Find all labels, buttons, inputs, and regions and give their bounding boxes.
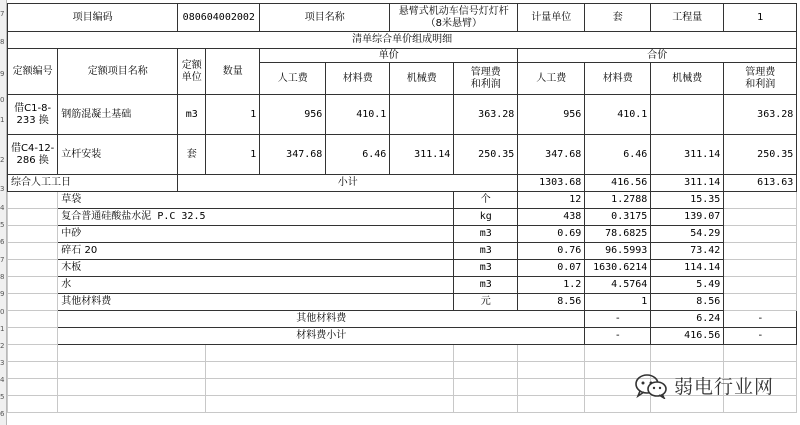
material-qty[interactable]: 0.69 [518,226,585,243]
empty-cell[interactable] [724,294,797,311]
row-number: 9 [0,290,5,298]
material-total[interactable]: 5.49 [651,277,724,294]
quota-amount[interactable]: 1 [206,135,260,175]
empty-cell[interactable] [58,379,206,396]
unit-label[interactable]: 计量单位 [518,4,585,32]
col-quota-name[interactable]: 定额项目名称 [58,49,178,95]
material-qty[interactable]: 1.2 [518,277,585,294]
empty-row [8,345,797,362]
material-row [8,294,797,311]
row-number: 7 [0,256,5,264]
unit-labor[interactable]: 347.68 [260,135,326,175]
item-name-line1: 悬臂式机动车信号灯灯杆 [398,5,509,17]
total-material[interactable]: 410.1 [585,95,651,135]
section-title-row [8,32,797,49]
row-number: 6 [0,238,5,246]
row-number: 3 [0,359,5,367]
empty-cell[interactable] [58,362,206,379]
subtotal-label[interactable]: 小计 [178,175,518,192]
empty-cell[interactable] [724,260,797,277]
material-name[interactable]: 中砂 [58,226,454,243]
subtotal-machine[interactable]: 311.14 [651,175,724,192]
empty-cell[interactable] [206,379,454,396]
row-number: 2 [0,342,5,350]
empty-cell[interactable] [724,209,797,226]
watermark-text: 弱电行业网 [673,376,774,398]
unit-mgmt[interactable]: 363.28 [454,95,518,135]
empty-cell[interactable] [206,396,454,413]
material-subtotal-label[interactable]: 材料费小计 [58,328,585,345]
empty-cell[interactable] [8,396,58,413]
row-number: 5 [0,393,5,401]
subtotal-row [8,175,797,192]
empty-cell[interactable] [8,294,58,311]
empty-cell[interactable] [724,226,797,243]
material-unit[interactable]: m3 [454,277,518,294]
material-qty[interactable]: 12 [518,192,585,209]
row-number: 7 [0,10,5,18]
row-number: 0 [0,308,5,316]
material-name[interactable]: 其他材料费 [58,294,454,311]
item-code-value[interactable]: 080604002002 [178,4,260,32]
material-row [8,226,797,243]
row-number: 4 [0,204,5,212]
col-total-material[interactable]: 材料费 [585,63,651,95]
total-machine[interactable]: 311.14 [651,135,724,175]
quota-name[interactable]: 立杆安装 [58,135,178,175]
empty-cell[interactable] [518,379,585,396]
empty-cell[interactable] [454,345,518,362]
material-qty[interactable]: 438 [518,209,585,226]
quota-unit[interactable]: 套 [178,135,206,175]
col-amount[interactable]: 数量 [206,49,260,95]
col-total-labor[interactable]: 人工费 [518,63,585,95]
material-row [8,209,797,226]
empty-cell[interactable] [724,277,797,294]
material-qty[interactable]: 8.56 [518,294,585,311]
material-total[interactable]: 73.42 [651,243,724,260]
row-number: 3 [0,185,5,193]
material-row [8,260,797,277]
item-name-line2: （8米悬臂） [425,17,482,29]
material-unit[interactable]: m3 [454,226,518,243]
unit-material[interactable]: 410.1 [326,95,390,135]
empty-cell[interactable] [58,396,206,413]
material-name[interactable]: 草袋 [58,192,454,209]
table-row [8,95,797,135]
subtotal-material[interactable]: 416.56 [585,175,651,192]
other-materials-price[interactable]: - [585,311,651,328]
empty-cell[interactable] [8,345,58,362]
empty-cell[interactable] [8,192,58,209]
quota-code[interactable] [8,135,58,175]
unit-labor[interactable]: 956 [260,95,326,135]
empty-cell[interactable] [8,243,58,260]
empty-cell[interactable] [8,311,58,328]
total-labor[interactable]: 956 [518,95,585,135]
empty-cell[interactable] [8,209,58,226]
subtotal-labor[interactable]: 1303.68 [518,175,585,192]
quota-name[interactable]: 钢筋混凝土基础 [58,95,178,135]
empty-cell[interactable] [651,345,724,362]
material-subtotal-est[interactable]: - [724,328,797,345]
wechat-icon [634,373,668,399]
empty-cell[interactable] [8,379,58,396]
table-row [8,135,797,175]
material-price[interactable]: 1.2788 [585,192,651,209]
material-name[interactable]: 水 [58,277,454,294]
total-mgmt[interactable]: 363.28 [724,95,797,135]
empty-cell[interactable] [724,345,797,362]
empty-cell[interactable] [8,260,58,277]
material-qty[interactable]: 0.76 [518,243,585,260]
material-unit[interactable]: m3 [454,260,518,277]
material-price[interactable]: 1630.6214 [585,260,651,277]
quota-code-line1: 借C1-8- [14,102,52,114]
material-qty[interactable]: 0.07 [518,260,585,277]
empty-cell[interactable] [454,396,518,413]
material-subtotal-row [8,328,797,345]
col-quota-unit[interactable]: 定额单位 [178,49,206,95]
material-unit[interactable]: kg [454,209,518,226]
total-mgmt[interactable]: 250.35 [724,135,797,175]
labor-day-label[interactable]: 综合人工工日 [8,175,178,192]
material-price[interactable]: 0.3175 [585,209,651,226]
item-code-label[interactable]: 项目编码 [8,4,178,32]
total-material[interactable]: 6.46 [585,135,651,175]
material-total[interactable]: 15.35 [651,192,724,209]
col-total-machine[interactable]: 机械费 [651,63,724,95]
col-mgmt-line1: 管理费 [470,66,501,78]
quota-code-line2: 286 换 [16,154,49,166]
material-price[interactable]: 78.6825 [585,226,651,243]
row-number: 8 [0,38,5,46]
material-total[interactable]: 139.07 [651,209,724,226]
row-number: 1 [0,325,5,333]
unit-material[interactable]: 6.46 [326,135,390,175]
quota-code[interactable] [8,95,58,135]
col-labor[interactable]: 人工费 [260,63,326,95]
unit-machine[interactable] [390,95,454,135]
col-total-mgmt[interactable] [724,63,797,95]
col-machine[interactable]: 机械费 [390,63,454,95]
quota-code-line2: 233 换 [16,114,49,126]
unit-value[interactable]: 套 [585,4,651,32]
material-subtotal-price[interactable]: - [585,328,651,345]
row-number: 4 [0,376,5,384]
empty-cell[interactable] [724,243,797,260]
empty-cell[interactable] [454,379,518,396]
material-row [8,243,797,260]
total-labor[interactable]: 347.68 [518,135,585,175]
empty-cell[interactable] [206,362,454,379]
material-price[interactable]: 4.5764 [585,277,651,294]
empty-cell[interactable] [8,328,58,345]
row-number: 9 [0,70,5,78]
unit-mgmt[interactable]: 250.35 [454,135,518,175]
total-machine[interactable] [651,95,724,135]
col-mgmt[interactable] [454,63,518,95]
other-materials-total[interactable]: 6.24 [651,311,724,328]
item-name-value[interactable] [390,4,518,32]
empty-cell[interactable] [518,396,585,413]
empty-cell[interactable] [58,345,206,362]
material-subtotal-total[interactable]: 416.56 [651,328,724,345]
quantity-label[interactable]: 工程量 [651,4,724,32]
row-number: 2 [0,156,5,164]
material-price[interactable]: 1 [585,294,651,311]
material-unit[interactable]: m3 [454,243,518,260]
material-total[interactable]: 114.14 [651,260,724,277]
quota-unit[interactable]: m3 [178,95,206,135]
row-number: 5 [0,221,5,229]
material-name[interactable]: 碎石 20 [58,243,454,260]
quantity-value[interactable]: 1 [724,4,797,32]
material-name[interactable]: 复合普通硅酸盐水泥 P.C 32.5 [58,209,454,226]
empty-cell[interactable] [8,226,58,243]
col-total-group[interactable]: 合价 [518,49,797,63]
unit-machine[interactable]: 311.14 [390,135,454,175]
material-total[interactable]: 8.56 [651,294,724,311]
watermark [634,372,774,399]
row-number: 0 [0,96,5,104]
row-number: 1 [0,116,5,124]
material-total[interactable]: 54.29 [651,226,724,243]
empty-cell[interactable] [518,362,585,379]
other-materials-est[interactable]: - [724,311,797,328]
material-row [8,192,797,209]
row-number-gutter [0,0,7,425]
item-name-label[interactable]: 项目名称 [260,4,390,32]
col-quota-code[interactable]: 定额编号 [8,49,58,95]
material-name[interactable]: 木板 [58,260,454,277]
empty-cell[interactable] [518,345,585,362]
empty-cell[interactable] [585,345,651,362]
row-number: 8 [0,273,5,281]
col-unit-price-group[interactable]: 单价 [260,49,518,63]
material-unit[interactable]: 元 [454,294,518,311]
column-header-row [8,49,797,63]
empty-cell[interactable] [8,277,58,294]
empty-cell[interactable] [454,362,518,379]
col-total-mgmt-line2: 和利润 [745,78,776,90]
quota-amount[interactable]: 1 [206,95,260,135]
col-mgmt-line2: 和利润 [470,78,501,90]
col-material[interactable]: 材料费 [326,63,390,95]
empty-cell[interactable] [724,192,797,209]
unit-price-analysis-table [7,3,797,413]
other-materials-row [8,311,797,328]
quota-code-line1: 借C4-12- [11,142,55,154]
col-total-mgmt-line1: 管理费 [745,66,776,78]
item-header-row [8,4,797,32]
material-unit[interactable]: 个 [454,192,518,209]
row-number: 6 [0,410,5,418]
empty-cell[interactable] [206,345,454,362]
other-materials-label[interactable]: 其他材料费 [58,311,585,328]
section-title[interactable]: 清单综合单价组成明细 [8,32,797,49]
material-price[interactable]: 96.5993 [585,243,651,260]
subtotal-mgmt[interactable]: 613.63 [724,175,797,192]
empty-cell[interactable] [8,362,58,379]
material-row [8,277,797,294]
